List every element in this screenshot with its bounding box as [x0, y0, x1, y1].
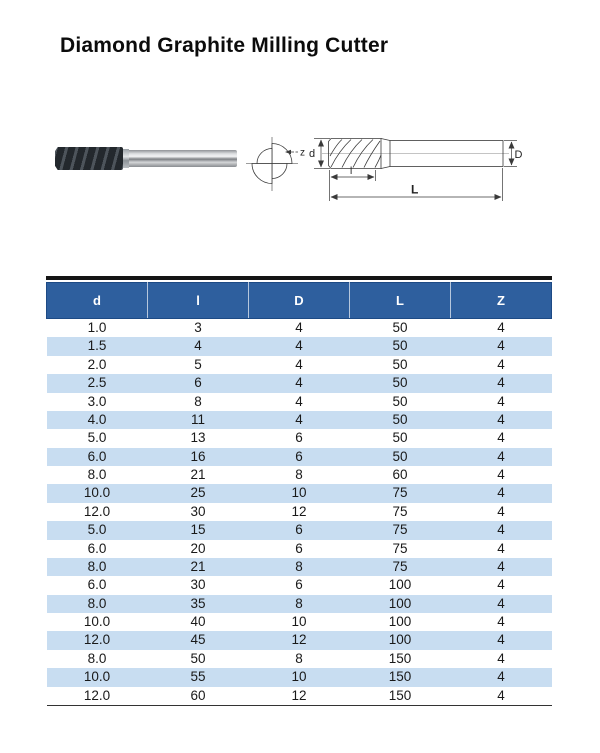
table-cell: 150	[388, 669, 412, 685]
label-L: L	[411, 182, 419, 197]
table-cell: 12.0	[83, 632, 111, 648]
table-cell: 8.0	[87, 650, 107, 666]
table-cell: 8	[194, 393, 202, 409]
table-row	[47, 484, 552, 502]
table-cell: 4	[295, 338, 303, 354]
table-cell: 8	[295, 650, 303, 666]
table-cell: 10.0	[83, 485, 111, 501]
table-row	[47, 503, 552, 521]
table-cell: 21	[190, 467, 206, 482]
table-cell: 30	[190, 577, 206, 593]
table-row	[47, 558, 552, 576]
column-header-d: d	[47, 283, 148, 319]
table-cell: 4	[497, 577, 505, 593]
table-cell: 50	[392, 393, 408, 409]
table-cell: 50	[392, 320, 408, 335]
table-cell: 35	[190, 595, 206, 611]
table-row	[47, 613, 552, 631]
table-cell: 45	[190, 632, 206, 648]
label-D: D	[514, 149, 523, 161]
table-cell: 16	[190, 448, 206, 464]
table-cell: 5.0	[87, 430, 107, 446]
table-cell: 150	[388, 650, 412, 666]
spec-table-section	[46, 276, 552, 706]
table-cell: 4	[497, 650, 505, 666]
table-cell: 4	[295, 375, 303, 391]
table-cell: 50	[392, 338, 408, 354]
table-cell: 12.0	[83, 687, 111, 703]
table-cell: 30	[190, 503, 206, 519]
table-cell: 15	[190, 522, 206, 538]
table-cell: 8	[295, 558, 303, 574]
table-cell: 11	[190, 411, 205, 427]
table-cell: 6.0	[87, 448, 107, 464]
table-cell: 50	[392, 375, 408, 391]
label-l: l	[350, 166, 353, 177]
table-cell: 40	[190, 614, 206, 629]
column-header-Z: Z	[451, 283, 552, 319]
table-cell: 8.0	[87, 595, 107, 611]
table-cell: 100	[388, 595, 412, 611]
table-cell: 4	[497, 448, 505, 464]
table-cell: 5.0	[87, 522, 107, 538]
table-cell: 4	[497, 558, 505, 574]
table-cell: 6	[295, 577, 303, 593]
table-cell: 1.5	[87, 338, 107, 354]
table-row	[47, 540, 552, 558]
table-cell: 6.0	[87, 577, 107, 593]
table-cell: 4	[497, 687, 505, 703]
table-row	[47, 466, 552, 484]
table-row	[47, 595, 552, 613]
table-cell: 50	[392, 356, 408, 372]
table-cell: 4	[497, 430, 505, 446]
table-cell: 21	[190, 558, 206, 574]
table-cell: 13	[190, 430, 206, 446]
table-cell: 50	[392, 448, 408, 464]
table-cell: 4	[497, 669, 505, 685]
table-row	[47, 319, 552, 338]
table-cell: 4	[497, 320, 505, 335]
table-cell: 4	[295, 356, 303, 372]
table-cell: 4	[497, 503, 505, 519]
table-cell: 10.0	[83, 669, 111, 685]
table-cell: 4	[497, 338, 505, 354]
table-cell: 2.5	[87, 375, 107, 391]
table-cell: 4	[194, 338, 202, 354]
table-cell: 4	[497, 356, 505, 372]
table-cell: 50	[392, 411, 408, 427]
table-cell: 50	[190, 650, 206, 666]
table-cell: 4	[295, 411, 303, 427]
table-cell: 6	[295, 430, 303, 446]
table-cell: 5	[194, 356, 202, 372]
table-cell: 4	[295, 393, 303, 409]
table-row	[47, 429, 552, 447]
table-cell: 12	[291, 687, 307, 703]
table-cell: 50	[392, 430, 408, 446]
table-cell: 4	[497, 375, 505, 391]
table-cell: 12.0	[83, 503, 111, 519]
table-cell: 10.0	[83, 614, 111, 629]
table-cell: 150	[388, 687, 412, 703]
table-cell: 8	[295, 595, 303, 611]
column-header-L: L	[350, 283, 451, 319]
table-cell: 2.0	[87, 356, 107, 372]
table-row	[47, 448, 552, 466]
table-cell: 4	[497, 595, 505, 611]
table-cell: 8	[295, 467, 303, 482]
label-z: z	[300, 147, 305, 159]
end-mill-photo	[55, 147, 237, 170]
table-top-rule	[46, 276, 552, 280]
table-cell: 100	[388, 577, 412, 593]
table-cell: 6	[295, 448, 303, 464]
table-cell: 100	[388, 614, 412, 629]
table-cell: 4	[497, 485, 505, 501]
table-cell: 4	[497, 540, 505, 556]
label-d: d	[309, 148, 316, 160]
table-cell: 6.0	[87, 540, 107, 556]
table-row	[47, 411, 552, 429]
table-row	[47, 668, 552, 686]
table-cell: 60	[392, 467, 408, 482]
table-cell: 60	[190, 687, 206, 703]
table-cell: 75	[392, 485, 408, 501]
end-mill-photo-shank	[127, 150, 237, 167]
table-cell: 6	[295, 522, 303, 538]
table-cell: 55	[190, 669, 206, 685]
table-cell: 4	[497, 632, 505, 648]
table-cell: 10	[291, 669, 307, 685]
table-row	[47, 687, 552, 706]
table-cell: 6	[194, 375, 202, 391]
table-cell: 3.0	[87, 393, 107, 409]
table-cell: 8.0	[87, 558, 107, 574]
table-row	[47, 521, 552, 539]
side-view-drawing	[322, 139, 509, 169]
table-cell: 6	[295, 540, 303, 556]
technical-drawing	[238, 120, 545, 220]
column-header-D: D	[249, 283, 350, 319]
page-title: Diamond Graphite Milling Cutter	[60, 34, 389, 57]
table-cell: 4	[497, 411, 505, 427]
table-cell: 100	[388, 632, 412, 648]
table-cell: 4	[497, 393, 505, 409]
table-row	[47, 337, 552, 355]
table-cell: 12	[291, 632, 307, 648]
table-row	[47, 576, 552, 594]
spec-table	[46, 282, 552, 706]
column-header-l: l	[148, 283, 249, 319]
spec-table-body	[47, 319, 552, 706]
table-row	[47, 356, 552, 374]
dimension-l	[330, 166, 376, 201]
table-cell: 75	[392, 540, 408, 556]
end-view-drawing	[246, 137, 298, 191]
dimension-L	[331, 168, 503, 201]
end-mill-photo-flutes	[55, 147, 123, 170]
table-cell: 10	[291, 614, 307, 629]
table-cell: 4	[497, 614, 505, 629]
table-cell: 12	[291, 503, 307, 519]
table-row	[47, 650, 552, 668]
table-cell: 3	[194, 320, 202, 335]
table-row	[47, 374, 552, 392]
table-cell: 4	[497, 467, 505, 482]
table-cell: 4	[295, 320, 303, 335]
table-row	[47, 631, 552, 649]
table-cell: 25	[190, 485, 206, 501]
table-cell: 8.0	[87, 467, 107, 482]
table-cell: 10	[291, 485, 307, 501]
table-row	[47, 393, 552, 411]
table-cell: 4.0	[87, 411, 107, 427]
table-cell: 4	[497, 522, 505, 538]
table-cell: 20	[190, 540, 206, 556]
table-cell: 75	[392, 503, 408, 519]
table-cell: 75	[392, 558, 408, 574]
table-cell: 1.0	[87, 320, 107, 335]
table-cell: 75	[392, 522, 408, 538]
spec-table-header	[47, 283, 552, 319]
